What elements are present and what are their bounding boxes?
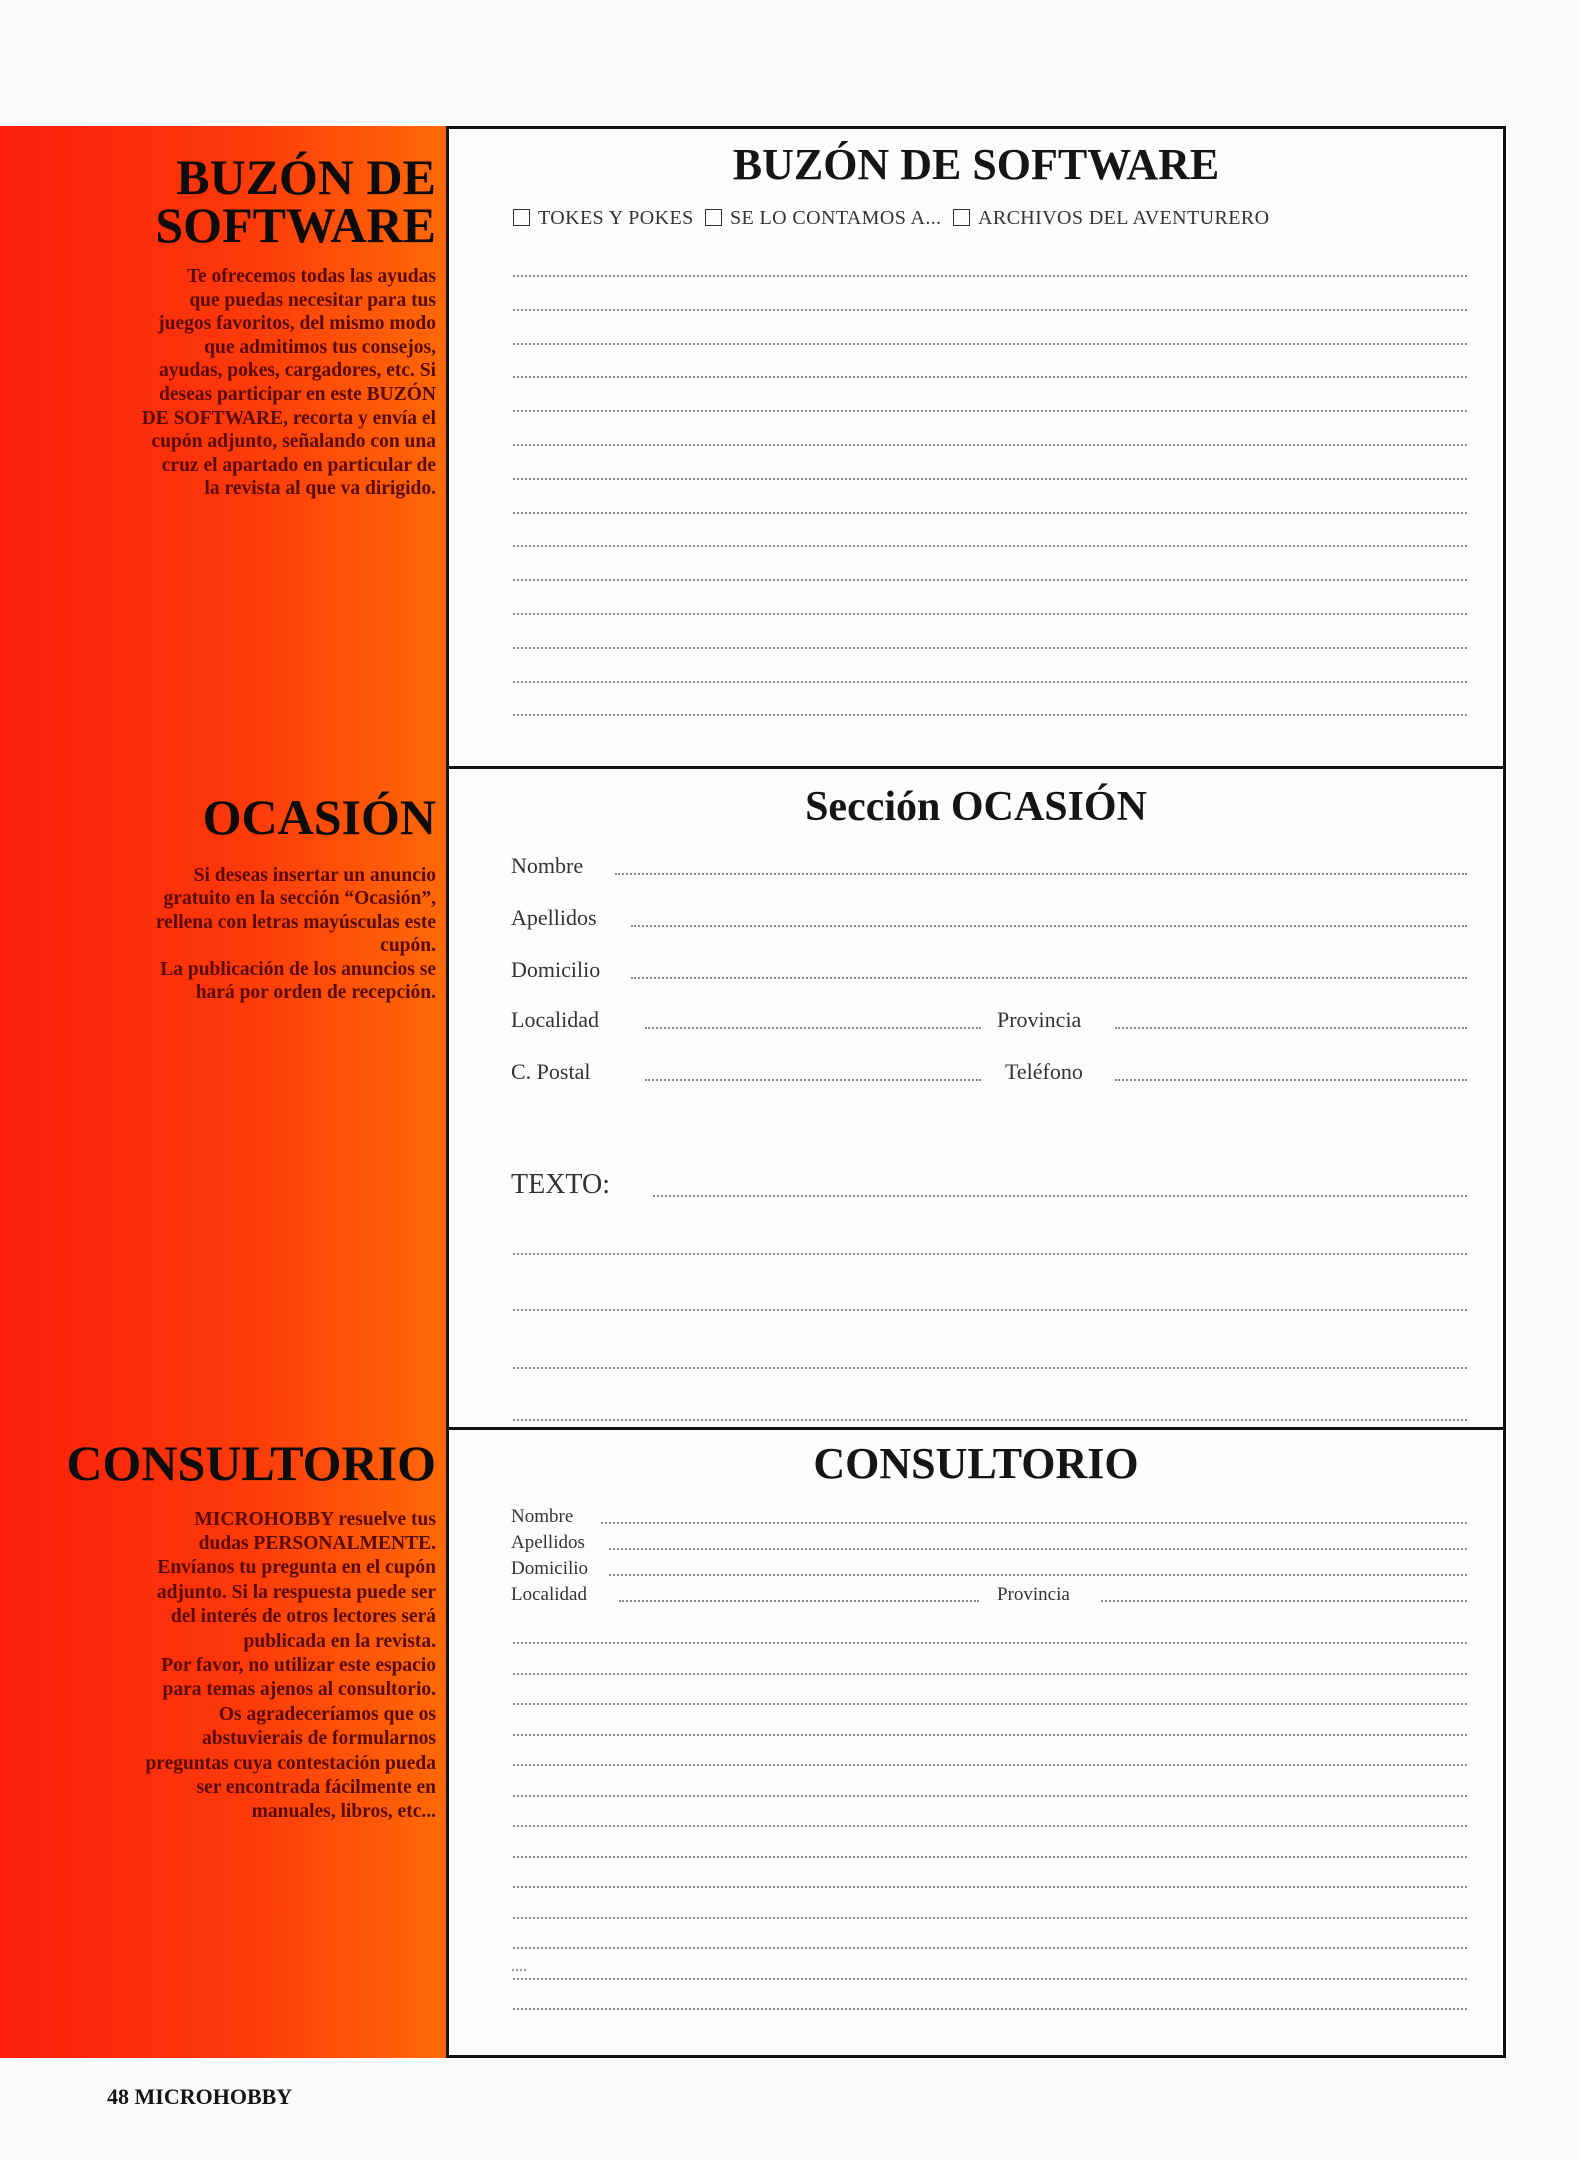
telefono-label: Teléfono <box>1005 1059 1083 1084</box>
text-line: adjunto. Si la respuesta puede ser <box>156 1581 436 1603</box>
text-line: Os agradeceríamos que os <box>218 1703 436 1725</box>
texto-label: TEXTO: <box>511 1169 611 1200</box>
writing-line[interactable] <box>513 444 1467 446</box>
text-line: dudas PERSONALMENTE. <box>198 1532 436 1554</box>
localidad-field[interactable] <box>645 1027 981 1029</box>
sidebar-software-title-line: SOFTWARE <box>155 196 436 253</box>
red-sidebar <box>0 126 448 2058</box>
text-line: cupón. <box>380 935 436 957</box>
writing-line[interactable] <box>513 343 1467 345</box>
sidebar-ocasion-section <box>0 789 436 1005</box>
apellidos-field[interactable] <box>609 1548 1467 1550</box>
texto-line[interactable] <box>513 1253 1467 1255</box>
text-line: ser encontrada fácilmente en <box>196 1776 436 1798</box>
writing-line[interactable] <box>513 1795 1467 1797</box>
text-line: para temas ajenos al consultorio. <box>162 1679 436 1701</box>
writing-line[interactable] <box>513 647 1467 649</box>
writing-line[interactable] <box>513 1673 1467 1675</box>
cpostal-field[interactable] <box>645 1079 981 1081</box>
text-line: cupón adjunto, señalando con una <box>151 431 436 453</box>
sidebar-software-section <box>0 149 436 501</box>
writing-line[interactable] <box>513 1947 1467 1949</box>
apellidos-label: Apellidos <box>511 905 597 930</box>
writing-line[interactable] <box>513 681 1467 683</box>
apellidos-field[interactable] <box>631 925 1467 927</box>
small-mark: .... <box>511 1957 527 1975</box>
consultorio-form-title: CONSULTORIO <box>813 1439 1139 1488</box>
domicilio-field[interactable] <box>609 1574 1467 1576</box>
checkbox-icon[interactable] <box>953 209 970 226</box>
text-line: Si deseas insertar un anuncio <box>193 864 436 886</box>
writing-line[interactable] <box>513 512 1467 514</box>
nombre-label: Nombre <box>511 1506 574 1527</box>
domicilio-label: Domicilio <box>511 1558 589 1579</box>
writing-line[interactable] <box>513 309 1467 311</box>
writing-line[interactable] <box>513 1703 1467 1705</box>
text-line: manuales, libros, etc... <box>251 1801 436 1823</box>
domicilio-field[interactable] <box>631 977 1467 979</box>
nombre-label: Nombre <box>511 853 584 878</box>
writing-line[interactable] <box>513 1825 1467 1827</box>
checkbox-icon[interactable] <box>705 209 722 226</box>
sidebar-consultorio-section <box>0 1435 436 1825</box>
checkbox-icon[interactable] <box>513 209 530 226</box>
writing-line[interactable] <box>513 1978 1467 1980</box>
writing-line[interactable] <box>513 1642 1467 1644</box>
page-footer: 48 MICROHOBBY <box>107 2084 293 2109</box>
texto-line[interactable] <box>513 1309 1467 1311</box>
domicilio-label: Domicilio <box>511 957 601 982</box>
software-coupon <box>449 129 1503 767</box>
text-line: ayudas, pokes, cargadores, etc. Si <box>159 360 436 382</box>
nombre-field[interactable] <box>601 1522 1467 1524</box>
software-options <box>513 207 1275 230</box>
text-line: la revista al que va dirigido. <box>204 478 436 500</box>
provincia-field[interactable] <box>1101 1600 1467 1602</box>
writing-line[interactable] <box>513 1764 1467 1766</box>
software-form-title: BUZÓN DE SOFTWARE <box>732 140 1220 189</box>
writing-line[interactable] <box>513 478 1467 480</box>
text-line: abstuvierais de formularnos <box>202 1728 436 1750</box>
text-line: que puedas necesitar para tus <box>189 289 436 311</box>
text-line: Envíanos tu pregunta en el cupón <box>157 1557 436 1579</box>
sidebar-ocasion-title: OCASIÓN <box>202 789 436 845</box>
text-line: deseas participar en este BUZÓN <box>159 383 436 405</box>
sidebar-software-title <box>0 149 436 253</box>
text-line: que admitimos tus consejos, <box>204 336 436 358</box>
cpostal-label: C. Postal <box>511 1059 591 1084</box>
localidad-field[interactable] <box>619 1600 979 1602</box>
localidad-label: Localidad <box>511 1007 599 1032</box>
sidebar-software-title-line: BUZÓN DE <box>176 149 436 205</box>
apellidos-label: Apellidos <box>511 1532 585 1553</box>
sidebar-software-text <box>0 265 436 501</box>
text-line: cruz el apartado en particular de <box>161 454 436 476</box>
texto-line[interactable] <box>513 1367 1467 1369</box>
writing-line[interactable] <box>513 410 1467 412</box>
writing-line[interactable] <box>513 1886 1467 1888</box>
writing-line[interactable] <box>513 1734 1467 1736</box>
option-se-lo-contamos[interactable] <box>705 207 942 229</box>
writing-line[interactable] <box>513 545 1467 547</box>
option-archivos-del-aventurero[interactable] <box>953 207 1269 229</box>
text-line: preguntas cuya contestación pueda <box>145 1752 436 1774</box>
writing-line[interactable] <box>513 1856 1467 1858</box>
text-line: hará por orden de recepción. <box>195 982 436 1004</box>
writing-line[interactable] <box>513 2008 1467 2010</box>
writing-line[interactable] <box>513 1917 1467 1919</box>
sidebar-consultorio-title: CONSULTORIO <box>66 1435 436 1491</box>
text-line: Por favor, no utilizar este espacio <box>161 1654 436 1676</box>
option-label: ARCHIVOS DEL AVENTURERO <box>977 207 1270 229</box>
option-label: SE LO CONTAMOS A... <box>730 207 942 229</box>
text-line: del interés de otros lectores será <box>170 1606 436 1628</box>
writing-line[interactable] <box>513 714 1467 716</box>
text-line: MICROHOBBY resuelve tus <box>194 1508 436 1530</box>
provincia-field[interactable] <box>1115 1027 1467 1029</box>
text-line: DE SOFTWARE, recorta y envía el <box>141 407 436 429</box>
ocasion-form-title: Sección OCASIÓN <box>805 784 1147 830</box>
provincia-label: Provincia <box>997 1584 1070 1605</box>
option-tokes-y-pokes[interactable] <box>513 207 694 229</box>
localidad-label: Localidad <box>511 1584 587 1605</box>
ocasion-coupon <box>449 769 1503 1425</box>
nombre-field[interactable] <box>615 873 1467 875</box>
text-line: rellena con letras mayúsculas este <box>155 911 436 933</box>
coupon-form-box <box>446 126 1506 2058</box>
sidebar-ocasion-text <box>0 864 436 1006</box>
texto-line[interactable] <box>513 1419 1467 1421</box>
sidebar-consultorio-text <box>0 1508 436 1825</box>
text-line: Te ofrecemos todas las ayudas <box>186 266 436 287</box>
writing-line[interactable] <box>513 613 1467 615</box>
texto-field[interactable] <box>653 1195 1467 1197</box>
telefono-field[interactable] <box>1115 1079 1467 1081</box>
text-line: juegos favoritos, del mismo modo <box>158 313 436 335</box>
option-label: TOKES Y POKES <box>538 207 694 229</box>
consultorio-coupon <box>449 1430 1503 2058</box>
text-line: publicada en la revista. <box>243 1630 436 1652</box>
text-line: gratuito en la sección “Ocasión”, <box>163 888 436 910</box>
writing-line[interactable] <box>513 376 1467 378</box>
text-line: La publicación de los anuncios se <box>160 958 436 980</box>
provincia-label: Provincia <box>997 1007 1082 1032</box>
writing-line[interactable] <box>513 275 1467 277</box>
writing-line[interactable] <box>513 579 1467 581</box>
